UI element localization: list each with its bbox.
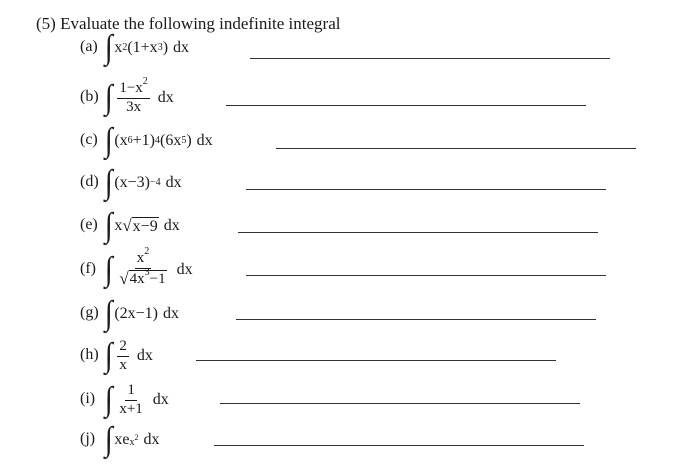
- integral-sign: ∫: [104, 29, 113, 66]
- fraction: $\frac{2}{x}$: [119, 337, 127, 373]
- item-label: (i): [80, 390, 96, 407]
- answer-line[interactable]: [246, 275, 606, 276]
- item-label: (d): [80, 173, 99, 190]
- integral-expression: [104, 246, 193, 290]
- dx: dx: [143, 431, 160, 448]
- integral-expression: ∫ (2x−1) dx: [104, 295, 180, 332]
- dx: dx: [157, 89, 174, 106]
- item-label: (c): [80, 131, 98, 148]
- integral-expression: ∫ x 2 (1+x 3 ) dx: [104, 29, 190, 66]
- integral-expression: [104, 75, 174, 118]
- dx: dx: [173, 39, 190, 56]
- answer-line[interactable]: [236, 319, 596, 320]
- item-label: (e): [80, 216, 98, 233]
- integral-item-b: [0, 75, 700, 118]
- problem-heading: (5) Evaluate the following indefinite integral: [36, 14, 341, 33]
- dx: dx: [163, 305, 180, 322]
- dx: dx: [196, 132, 213, 149]
- integral-sign: ∫: [104, 295, 113, 332]
- answer-line[interactable]: [226, 105, 586, 106]
- answer-line[interactable]: [246, 189, 606, 190]
- integral-expression: ∫ xe $x^2$ dx: [104, 421, 160, 458]
- integral-sign: ∫: [104, 122, 113, 159]
- integral-item-i: [0, 380, 700, 420]
- integral-expression: ∫ (x 6 +1) 4 (6x 5 ) dx: [104, 122, 213, 159]
- answer-line[interactable]: [250, 58, 610, 59]
- answer-line[interactable]: [196, 360, 556, 361]
- item-label: (g): [80, 304, 99, 321]
- fraction: $x^2$ √ $4x^3-1$: [119, 246, 166, 288]
- integral-item-a: [0, 28, 700, 68]
- dx: dx: [136, 347, 153, 364]
- integral-sign: ∫: [104, 421, 113, 458]
- dx: dx: [165, 174, 182, 191]
- integral-item-h: [0, 336, 700, 376]
- integral-expression: [104, 336, 153, 376]
- integral-item-f: [0, 246, 700, 290]
- integral-sign: ∫: [104, 381, 113, 418]
- integral-expression: ∫ x √ x−9 dx: [104, 207, 180, 244]
- square-root: √ x−9: [122, 215, 158, 235]
- integral-item-j: [0, 420, 700, 460]
- integral-sign: ∫: [104, 164, 113, 201]
- dx: dx: [163, 217, 180, 234]
- dx: dx: [152, 391, 169, 408]
- integral-sign: ∫: [104, 251, 113, 288]
- fraction: $\frac{1}{x+1}$: [119, 381, 143, 417]
- integral-item-c: [0, 121, 700, 161]
- integral-sign: ∫: [104, 79, 113, 116]
- item-label: (f): [80, 260, 96, 277]
- item-label: (h): [80, 346, 99, 363]
- answer-line[interactable]: [220, 403, 580, 404]
- answer-line[interactable]: [276, 148, 636, 149]
- integral-sign: ∫: [104, 337, 113, 374]
- integral-expression: [104, 380, 169, 420]
- integral-item-g: [0, 294, 700, 334]
- fraction: $\frac{1-x^2}{3x}$: [119, 75, 148, 115]
- integral-sign: ∫: [104, 207, 113, 244]
- dx: dx: [176, 261, 193, 278]
- item-label: (a): [80, 38, 98, 55]
- answer-line[interactable]: [238, 232, 598, 233]
- answer-line[interactable]: [214, 445, 584, 446]
- item-label: (b): [80, 88, 99, 105]
- item-label: (j): [80, 430, 96, 447]
- integral-item-e: [0, 206, 700, 246]
- integral-item-d: [0, 163, 700, 203]
- integral-expression: ∫ (x−3) −4 dx: [104, 164, 182, 201]
